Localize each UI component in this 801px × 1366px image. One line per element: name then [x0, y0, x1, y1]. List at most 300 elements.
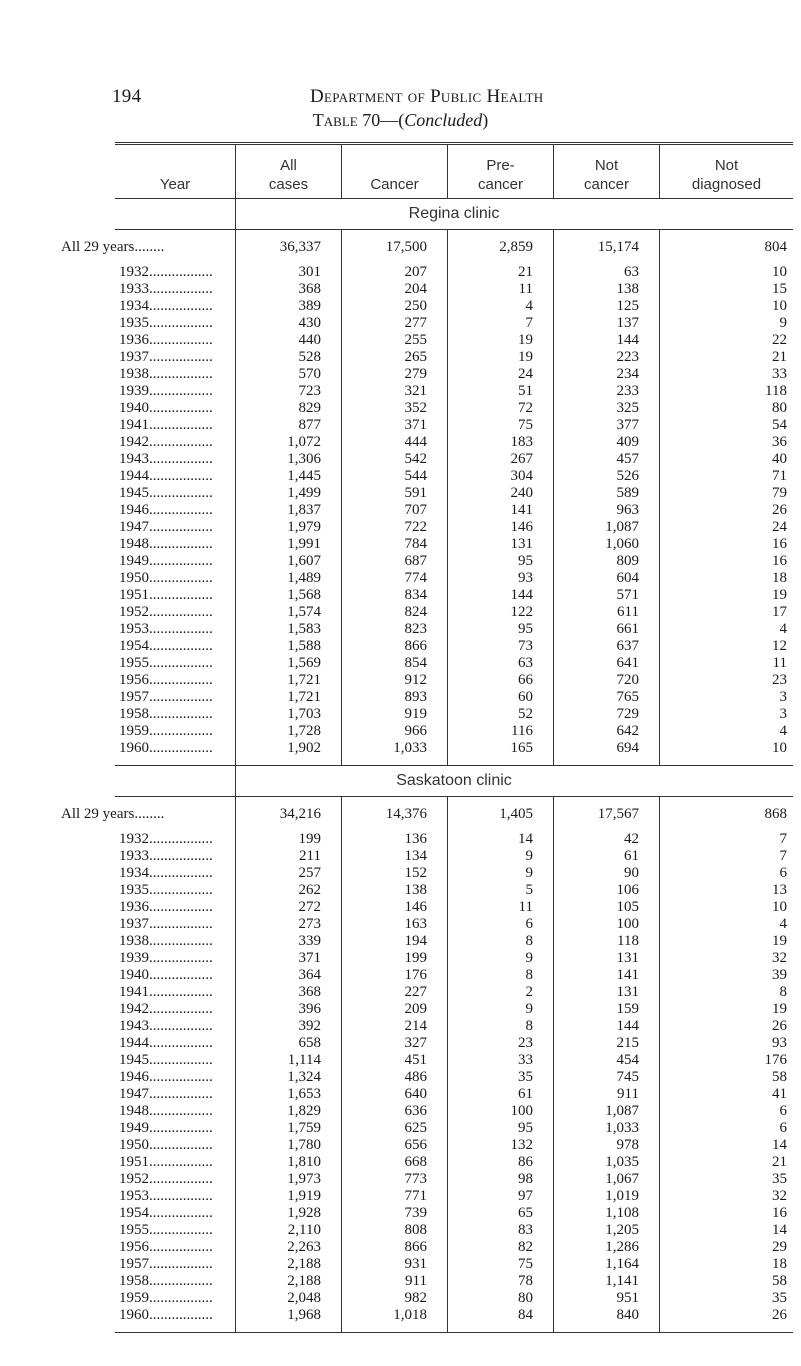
- year-cell: 1957.................: [119, 689, 213, 705]
- all-cases-cell: 2,188: [287, 1273, 321, 1289]
- not-diagnosed-cell: 35: [772, 1171, 787, 1187]
- not-diagnosed-cell: 8: [779, 984, 787, 1000]
- cancer-cell: 919: [404, 706, 427, 722]
- year-cell: 1954.................: [119, 638, 213, 654]
- not-diagnosed-cell: 21: [772, 349, 787, 365]
- pre-cancer-cell: 146: [510, 519, 533, 535]
- total-cancer: 17,500: [385, 239, 427, 255]
- all-cases-cell: 211: [299, 848, 321, 864]
- year-cell: 1945.................: [119, 1052, 213, 1068]
- year-cell: 1943.................: [119, 1018, 213, 1034]
- year-cell: 1948.................: [119, 536, 213, 552]
- cancer-cell: 707: [404, 502, 427, 518]
- not-cancer-cell: 233: [616, 383, 639, 399]
- not-diagnosed-cell: 9: [779, 315, 787, 331]
- pre-cancer-cell: 24: [518, 366, 533, 382]
- pre-cancer-cell: 86: [518, 1154, 533, 1170]
- all-cases-cell: 1,991: [287, 536, 321, 552]
- all-cases-cell: 1,968: [287, 1307, 321, 1323]
- table-row: [115, 536, 793, 553]
- col-cancer-header: [341, 145, 447, 198]
- pre-cancer-cell: 116: [511, 723, 533, 739]
- not-cancer-cell: 1,087: [605, 519, 639, 535]
- cancer-cell: 668: [404, 1154, 427, 1170]
- pre-cancer-cell: 304: [510, 468, 533, 484]
- pre-cancer-cell: 35: [518, 1069, 533, 1085]
- table-row: [115, 264, 793, 281]
- all-cases-cell: 339: [298, 933, 321, 949]
- not-cancer-cell: 611: [617, 604, 639, 620]
- not-diagnosed-cell: 176: [764, 1052, 787, 1068]
- not-cancer-cell: 144: [616, 332, 639, 348]
- table-row: [115, 1052, 793, 1069]
- year-cell: 1948.................: [119, 1103, 213, 1119]
- not-diagnosed-cell: 16: [772, 536, 787, 552]
- not-cancer-cell: 951: [616, 1290, 639, 1306]
- table-row: [115, 740, 793, 757]
- pre-cancer-cell: 9: [525, 950, 533, 966]
- cancer-cell: 134: [404, 848, 427, 864]
- all-cases-cell: 1,973: [287, 1171, 321, 1187]
- total-row: [61, 797, 793, 831]
- all-cases-cell: 528: [298, 349, 321, 365]
- not-diagnosed-cell: 18: [772, 570, 787, 586]
- pre-cancer-cell: 7: [525, 315, 533, 331]
- pre-cancer-cell: 141: [510, 502, 533, 518]
- table-row: [115, 468, 793, 485]
- not-cancer-cell: 90: [624, 865, 639, 881]
- year-cell: 1936.................: [119, 332, 213, 348]
- year-cell: 1949.................: [119, 553, 213, 569]
- not-diagnosed-cell: 21: [772, 1154, 787, 1170]
- year-cell: 1935.................: [119, 315, 213, 331]
- page-header: [112, 86, 672, 110]
- all-cases-cell: 368: [298, 984, 321, 1000]
- year-cell: 1951.................: [119, 1154, 213, 1170]
- year-cell: 1955.................: [119, 1222, 213, 1238]
- year-cell: 1934.................: [119, 865, 213, 881]
- col-cancer-label: Cancer: [370, 176, 419, 193]
- pre-cancer-cell: 11: [518, 899, 533, 915]
- table-row: [115, 1103, 793, 1120]
- pre-cancer-cell: 82: [518, 1239, 533, 1255]
- not-diagnosed-cell: 39: [772, 967, 787, 983]
- table-sections: [61, 199, 793, 1332]
- pre-cancer-cell: 19: [518, 349, 533, 365]
- page-number: 194: [112, 86, 142, 107]
- not-diagnosed-cell: 14: [772, 1137, 787, 1153]
- not-diagnosed-cell: 16: [772, 1205, 787, 1221]
- cancer-cell: 279: [404, 366, 427, 382]
- not-cancer-cell: 1,067: [605, 1171, 639, 1187]
- table-row: [115, 298, 793, 315]
- all-cases-cell: 2,048: [287, 1290, 321, 1306]
- all-cases-cell: 1,583: [287, 621, 321, 637]
- table-row: [115, 570, 793, 587]
- table-title-prefix: Table 70—(: [312, 110, 405, 130]
- table-row: [115, 281, 793, 298]
- table-row: [115, 933, 793, 950]
- col-not-diagnosed-line1: Not: [714, 157, 739, 174]
- section-title-text: Saskatoon clinic: [396, 772, 512, 789]
- not-cancer-cell: 223: [616, 349, 639, 365]
- not-cancer-cell: 642: [616, 723, 639, 739]
- year-cell: 1933.................: [119, 281, 213, 297]
- not-diagnosed-cell: 17: [772, 604, 787, 620]
- year-cell: 1940.................: [119, 967, 213, 983]
- not-cancer-cell: 1,141: [605, 1273, 639, 1289]
- cancer-cell: 771: [404, 1188, 427, 1204]
- total-label: All 29 years........: [61, 239, 165, 255]
- table-row: [115, 950, 793, 967]
- all-cases-cell: 1,810: [287, 1154, 321, 1170]
- year-cell: 1932.................: [119, 264, 213, 280]
- year-cell: 1947.................: [119, 1086, 213, 1102]
- all-cases-cell: 829: [298, 400, 321, 416]
- not-cancer-cell: 589: [616, 485, 639, 501]
- cancer-cell: 784: [404, 536, 427, 552]
- table-row: [115, 1205, 793, 1222]
- pre-cancer-cell: 65: [518, 1205, 533, 1221]
- col-year-label: Year: [159, 176, 191, 193]
- table-row: [115, 1222, 793, 1239]
- table-row: [115, 706, 793, 723]
- not-diagnosed-cell: 10: [772, 899, 787, 915]
- table-row: [115, 315, 793, 332]
- all-cases-cell: 2,188: [287, 1256, 321, 1272]
- total-all-cases: 34,216: [279, 806, 321, 822]
- not-cancer-cell: 234: [616, 366, 639, 382]
- not-cancer-cell: 641: [616, 655, 639, 671]
- section-title-text: Regina clinic: [408, 205, 500, 222]
- pre-cancer-cell: 95: [518, 621, 533, 637]
- pre-cancer-cell: 95: [518, 1120, 533, 1136]
- year-cell: 1955.................: [119, 655, 213, 671]
- cancer-cell: 911: [405, 1273, 427, 1289]
- year-cell: 1960.................: [119, 740, 213, 756]
- cancer-cell: 199: [404, 950, 427, 966]
- pre-cancer-cell: 73: [518, 638, 533, 654]
- not-cancer-cell: 694: [616, 740, 639, 756]
- all-cases-cell: 2,263: [287, 1239, 321, 1255]
- table-row: [115, 451, 793, 468]
- not-diagnosed-cell: 29: [772, 1239, 787, 1255]
- pre-cancer-cell: 8: [525, 1018, 533, 1034]
- not-diagnosed-cell: 58: [772, 1273, 787, 1289]
- year-cell: 1938.................: [119, 366, 213, 382]
- total-pre-cancer: 1,405: [499, 806, 533, 822]
- year-cell: 1950.................: [119, 570, 213, 586]
- all-cases-cell: 1,653: [287, 1086, 321, 1102]
- all-cases-cell: 272: [298, 899, 321, 915]
- year-cell: 1956.................: [119, 672, 213, 688]
- cancer-cell: 739: [404, 1205, 427, 1221]
- total-row: [61, 230, 793, 264]
- table-row: [115, 400, 793, 417]
- year-cell: 1946.................: [119, 502, 213, 518]
- all-cases-cell: 1,588: [287, 638, 321, 654]
- table-row: [115, 434, 793, 451]
- year-cell: 1956.................: [119, 1239, 213, 1255]
- all-cases-cell: 1,072: [287, 434, 321, 450]
- year-cell: 1960.................: [119, 1307, 213, 1323]
- not-diagnosed-cell: 6: [779, 865, 787, 881]
- pre-cancer-cell: 93: [518, 570, 533, 586]
- not-cancer-cell: 526: [616, 468, 639, 484]
- year-cell: 1943.................: [119, 451, 213, 467]
- not-cancer-cell: 325: [616, 400, 639, 416]
- year-cell: 1951.................: [119, 587, 213, 603]
- table-row: [115, 1120, 793, 1137]
- cancer-cell: 138: [404, 882, 427, 898]
- all-cases-cell: 273: [298, 916, 321, 932]
- year-cell: 1935.................: [119, 882, 213, 898]
- all-cases-cell: 1,324: [287, 1069, 321, 1085]
- year-cell: 1959.................: [119, 1290, 213, 1306]
- table-row: [115, 882, 793, 899]
- not-diagnosed-cell: 10: [772, 298, 787, 314]
- not-diagnosed-cell: 10: [772, 264, 787, 280]
- not-diagnosed-cell: 93: [772, 1035, 787, 1051]
- cancer-cell: 352: [404, 400, 427, 416]
- cancer-cell: 250: [404, 298, 427, 314]
- not-cancer-cell: 215: [616, 1035, 639, 1051]
- table-row: [115, 621, 793, 638]
- col-all-cases-line2: cases: [268, 176, 309, 193]
- not-cancer-cell: 765: [616, 689, 639, 705]
- pre-cancer-cell: 122: [510, 604, 533, 620]
- pre-cancer-cell: 98: [518, 1171, 533, 1187]
- year-cell: 1940.................: [119, 400, 213, 416]
- not-cancer-cell: 978: [616, 1137, 639, 1153]
- not-diagnosed-cell: 32: [772, 1188, 787, 1204]
- pre-cancer-cell: 9: [525, 1001, 533, 1017]
- pre-cancer-cell: 100: [510, 1103, 533, 1119]
- not-diagnosed-cell: 15: [772, 281, 787, 297]
- all-cases-cell: 368: [298, 281, 321, 297]
- column-header-row: [115, 145, 793, 198]
- cancer-cell: 321: [404, 383, 427, 399]
- cancer-cell: 824: [404, 604, 427, 620]
- all-cases-cell: 1,759: [287, 1120, 321, 1136]
- year-cell: 1950.................: [119, 1137, 213, 1153]
- all-cases-cell: 1,306: [287, 451, 321, 467]
- not-cancer-cell: 409: [616, 434, 639, 450]
- pre-cancer-cell: 8: [525, 933, 533, 949]
- cancer-cell: 687: [404, 553, 427, 569]
- cancer-cell: 146: [404, 899, 427, 915]
- cancer-cell: 176: [404, 967, 427, 983]
- not-cancer-cell: 661: [616, 621, 639, 637]
- cancer-cell: 893: [404, 689, 427, 705]
- all-cases-cell: 257: [298, 865, 321, 881]
- section-title-regina: [115, 199, 793, 229]
- total-not-cancer: 15,174: [597, 239, 639, 255]
- year-cell: 1958.................: [119, 706, 213, 722]
- year-cell: 1959.................: [119, 723, 213, 739]
- total-all-cases: 36,337: [279, 239, 321, 255]
- not-diagnosed-cell: 16: [772, 553, 787, 569]
- pre-cancer-cell: 75: [518, 417, 533, 433]
- col-pre-cancer-line1: Pre-: [486, 157, 515, 174]
- table-title-italic: Concluded: [404, 110, 483, 130]
- year-cell: 1941.................: [119, 417, 213, 433]
- year-cell: 1934.................: [119, 298, 213, 314]
- year-cell: 1939.................: [119, 950, 213, 966]
- year-cell: 1954.................: [119, 1205, 213, 1221]
- not-diagnosed-cell: 18: [772, 1256, 787, 1272]
- cancer-cell: 486: [404, 1069, 427, 1085]
- pre-cancer-cell: 63: [518, 655, 533, 671]
- year-cell: 1941.................: [119, 984, 213, 1000]
- cancer-cell: 214: [404, 1018, 427, 1034]
- not-cancer-cell: 1,035: [605, 1154, 639, 1170]
- not-cancer-cell: 377: [616, 417, 639, 433]
- table-row: [115, 984, 793, 1001]
- all-cases-cell: 389: [298, 298, 321, 314]
- table-row: [115, 349, 793, 366]
- cancer-cell: 209: [404, 1001, 427, 1017]
- table-row: [115, 865, 793, 882]
- table-row: [115, 967, 793, 984]
- col-pre-cancer-header: [447, 145, 553, 198]
- pre-cancer-cell: 75: [518, 1256, 533, 1272]
- pre-cancer-cell: 267: [510, 451, 533, 467]
- col-not-cancer-header: [553, 145, 659, 198]
- not-diagnosed-cell: 24: [772, 519, 787, 535]
- table-row: [115, 831, 793, 848]
- not-cancer-cell: 571: [616, 587, 639, 603]
- cancer-cell: 931: [404, 1256, 427, 1272]
- not-diagnosed-cell: 4: [779, 723, 787, 739]
- not-cancer-cell: 138: [616, 281, 639, 297]
- not-cancer-cell: 729: [616, 706, 639, 722]
- all-cases-cell: 1,919: [287, 1188, 321, 1204]
- pre-cancer-cell: 2: [525, 984, 533, 1000]
- not-diagnosed-cell: 3: [779, 706, 787, 722]
- pre-cancer-cell: 19: [518, 332, 533, 348]
- total-not-cancer: 17,567: [597, 806, 639, 822]
- all-cases-cell: 1,829: [287, 1103, 321, 1119]
- not-cancer-cell: 963: [616, 502, 639, 518]
- table-row: [115, 383, 793, 400]
- all-cases-cell: 723: [298, 383, 321, 399]
- not-diagnosed-cell: 19: [772, 933, 787, 949]
- not-cancer-cell: 454: [616, 1052, 639, 1068]
- not-diagnosed-cell: 6: [779, 1120, 787, 1136]
- table-row: [115, 1018, 793, 1035]
- table-row: [115, 1154, 793, 1171]
- year-cell: 1945.................: [119, 485, 213, 501]
- running-head: Department of Public Health: [310, 86, 544, 107]
- not-cancer-cell: 42: [624, 831, 639, 847]
- all-cases-cell: 1,780: [287, 1137, 321, 1153]
- pre-cancer-cell: 33: [518, 1052, 533, 1068]
- not-diagnosed-cell: 10: [772, 740, 787, 756]
- pre-cancer-cell: 165: [510, 740, 533, 756]
- cancer-cell: 591: [404, 485, 427, 501]
- pre-cancer-cell: 4: [525, 298, 533, 314]
- not-cancer-cell: 604: [616, 570, 639, 586]
- cancer-cell: 544: [404, 468, 427, 484]
- table-row: [115, 899, 793, 916]
- cancer-cell: 1,033: [393, 740, 427, 756]
- col-pre-cancer-line2: cancer: [477, 176, 524, 193]
- pre-cancer-cell: 14: [518, 831, 533, 847]
- cancer-cell: 207: [404, 264, 427, 280]
- pre-cancer-cell: 183: [510, 434, 533, 450]
- table-row: [115, 1086, 793, 1103]
- pre-cancer-cell: 23: [518, 1035, 533, 1051]
- cancer-cell: 444: [404, 434, 427, 450]
- pre-cancer-cell: 132: [510, 1137, 533, 1153]
- table-row: [115, 553, 793, 570]
- table-row: [115, 519, 793, 536]
- not-diagnosed-cell: 41: [772, 1086, 787, 1102]
- table-row: [115, 417, 793, 434]
- not-diagnosed-cell: 23: [772, 672, 787, 688]
- pre-cancer-cell: 131: [510, 536, 533, 552]
- table-row: [115, 1273, 793, 1290]
- table-row: [115, 638, 793, 655]
- cancer-cell: 625: [404, 1120, 427, 1136]
- table-row: [115, 1001, 793, 1018]
- year-cell: 1949.................: [119, 1120, 213, 1136]
- not-cancer-cell: 720: [616, 672, 639, 688]
- year-cell: 1936.................: [119, 899, 213, 915]
- year-cell: 1953.................: [119, 621, 213, 637]
- pre-cancer-cell: 144: [510, 587, 533, 603]
- cancer-cell: 255: [404, 332, 427, 348]
- col-year-header: [115, 145, 235, 198]
- all-cases-cell: 301: [298, 264, 321, 280]
- cancer-cell: 982: [404, 1290, 427, 1306]
- year-cell: 1952.................: [119, 604, 213, 620]
- cancer-cell: 136: [404, 831, 427, 847]
- pre-cancer-cell: 9: [525, 848, 533, 864]
- table-row: [115, 1069, 793, 1086]
- all-cases-cell: 1,489: [287, 570, 321, 586]
- col-not-cancer-line2: cancer: [583, 176, 630, 193]
- pre-cancer-cell: 78: [518, 1273, 533, 1289]
- pre-cancer-cell: 6: [525, 916, 533, 932]
- year-cell: 1942.................: [119, 1001, 213, 1017]
- cancer-cell: 866: [404, 1239, 427, 1255]
- not-cancer-cell: 159: [616, 1001, 639, 1017]
- year-cell: 1953.................: [119, 1188, 213, 1204]
- not-cancer-cell: 131: [616, 950, 639, 966]
- cancer-cell: 966: [404, 723, 427, 739]
- cancer-cell: 194: [404, 933, 427, 949]
- table-row: [115, 604, 793, 621]
- all-cases-cell: 199: [298, 831, 321, 847]
- all-cases-cell: 1,568: [287, 587, 321, 603]
- not-diagnosed-cell: 26: [772, 1307, 787, 1323]
- not-diagnosed-cell: 36: [772, 434, 787, 450]
- table-row: [115, 1171, 793, 1188]
- table-row: [115, 332, 793, 349]
- pre-cancer-cell: 9: [525, 865, 533, 881]
- not-cancer-cell: 1,164: [605, 1256, 639, 1272]
- pre-cancer-cell: 11: [518, 281, 533, 297]
- total-label: All 29 years........: [61, 806, 165, 822]
- not-diagnosed-cell: 7: [779, 848, 787, 864]
- pre-cancer-cell: 51: [518, 383, 533, 399]
- not-diagnosed-cell: 13: [772, 882, 787, 898]
- not-diagnosed-cell: 80: [772, 400, 787, 416]
- col-not-diagnosed-header: [659, 145, 793, 198]
- all-cases-cell: 658: [298, 1035, 321, 1051]
